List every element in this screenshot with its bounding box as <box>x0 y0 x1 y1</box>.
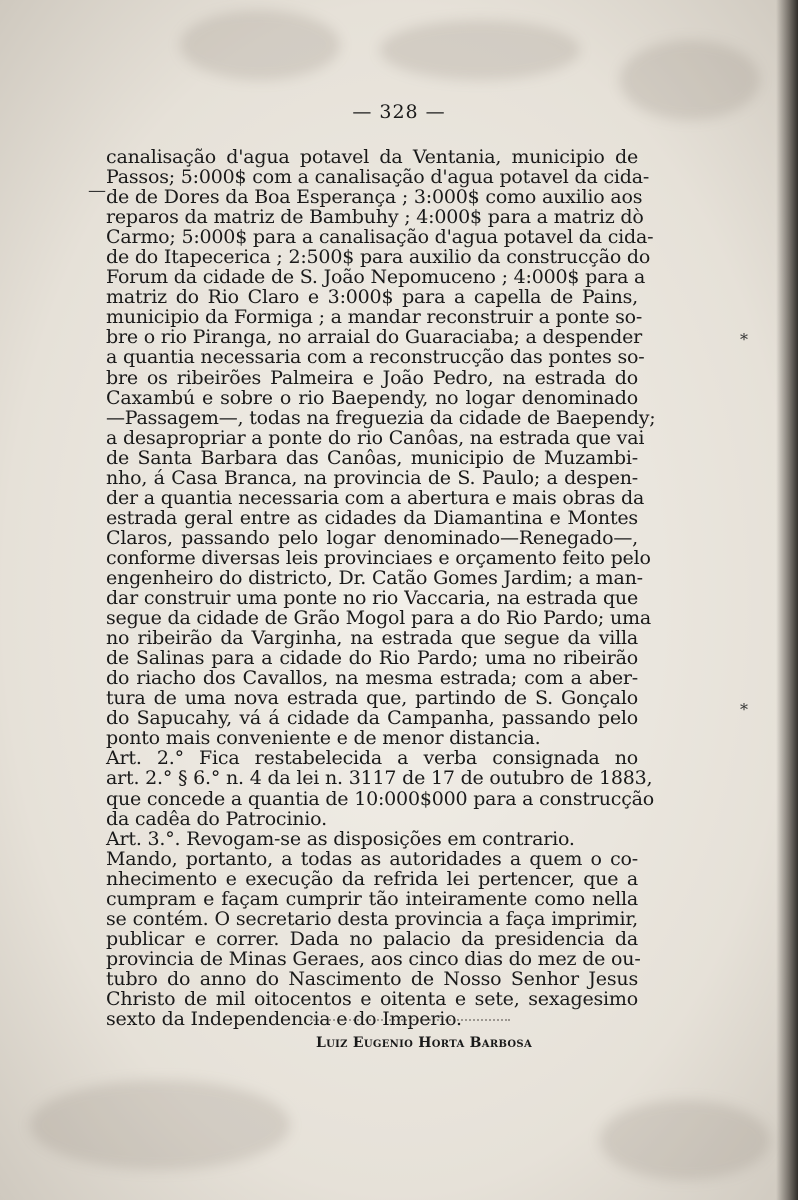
margin-asterisk: * <box>740 330 748 349</box>
text-line: Passos; 5:000$ com a canalisação d'agua potavel da cida- <box>106 166 650 189</box>
text-line: ponto mais conveniente e de menor distancia. <box>106 727 541 750</box>
paper-stain <box>380 20 580 80</box>
page-edge-shadow <box>776 0 798 1200</box>
text-line: provincia de Minas Geraes, aos cinco dias do mez de ou- <box>106 947 641 970</box>
margin-asterisk: * <box>740 700 748 719</box>
text-line: segue da cidade de Grão Mogol para a do Rio Pardo; uma <box>106 607 651 630</box>
text-line: de do Itapecerica ; 2:500$ para auxilio da construcção do <box>106 246 651 269</box>
text-line: bre os ribeirões Palmeira e João Pedro, na estrada do <box>106 366 638 389</box>
text-line: publicar e correr. Dada no palacio da presidencia da <box>106 927 638 950</box>
text-line: tura de uma nova estrada que, partindo de S. Gonçalo <box>106 687 638 710</box>
text-line: estrada geral entre as cidades da Diamantina e Montes <box>106 506 638 529</box>
text-line: bre o rio Piranga, no arraial do Guaraciaba; a despender <box>106 326 643 349</box>
text-line: Art. 3.°. Revogam-se as disposições em contrario. <box>106 827 575 850</box>
text-line: Claros, passando pelo logar denominado—Renegado—, <box>106 526 638 549</box>
text-line: Christo de mil oitocentos e oitenta e sete, sexagesimo <box>106 987 638 1010</box>
text-line: nhecimento e execução da refrida lei pertencer, que a <box>106 867 638 890</box>
paper-stain <box>600 1100 770 1180</box>
text-line: engenheiro do districto, Dr. Catão Gomes Jardim; a man- <box>106 566 643 589</box>
text-line: municipio da Formiga ; a mandar reconstruir a ponte so- <box>106 306 643 329</box>
text-line: do riacho dos Cavallos, na mesma estrada; com a aber- <box>106 667 638 690</box>
text-line: a quantia necessaria com a reconstrucção das pontes so- <box>106 346 645 369</box>
text-line: Mando, portanto, a todas as autoridades a quem o co- <box>106 847 638 870</box>
text-line: dar construir uma ponte no rio Vaccaria, na estrada que <box>106 587 638 610</box>
text-line: art. 2.° § 6.° n. 4 da lei n. 3117 de 17 de outubro de 1883, <box>106 767 653 790</box>
text-line: do Sapucahy, vá á cidade da Campanha, passando pelo <box>106 707 638 730</box>
text-line: Carmo; 5:000$ para a canalisação d'agua potavel da cida- <box>106 226 654 249</box>
text-line: matriz do Rio Claro e 3:000$ para a capella de Pains, <box>106 286 638 309</box>
text-line: Caxambú e sobre o rio Baependy, no logar denominado <box>106 386 638 409</box>
text-line: a desapropriar a ponte do rio Canôas, na estrada que vai <box>106 426 645 449</box>
text-line: Forum da cidade de S. João Nepomuceno ; 4:000$ para a <box>106 266 646 289</box>
text-line: no ribeirão da Varginha, na estrada que segue da villa <box>106 627 638 650</box>
text-line: se contém. O secretario desta provincia a faça imprimir, <box>106 907 638 930</box>
text-line: de Salinas para a cidade do Rio Pardo; uma no ribeirão <box>106 647 638 670</box>
faint-stamp-marks <box>310 1019 510 1033</box>
text-line: sexto da Independencia e do Imperio. <box>106 1008 462 1031</box>
paper-stain <box>180 10 340 80</box>
text-line: canalisação d'agua potavel da Ventania, municipio de <box>106 146 638 168</box>
signature: Luiz Eugenio Horta Barbosa <box>316 1035 533 1051</box>
paper-stain <box>30 1080 290 1170</box>
text-line: Art. 2.° Fica restabelecida a verba consignada no <box>106 747 638 770</box>
text-line: de Santa Barbara das Canôas, municipio de Muzambi- <box>106 446 638 469</box>
body-text <box>106 146 656 1031</box>
text-line: reparos da matriz de Bambuhy ; 4:000$ para a matriz dò <box>106 206 644 229</box>
text-line: cumpram e façam cumprir tão inteiramente como nella <box>106 887 638 910</box>
text-line: tubro do anno do Nascimento de Nosso Senhor Jesus <box>106 967 638 990</box>
text-line: nho, á Casa Branca, na provincia de S. Paulo; a despen- <box>106 466 638 489</box>
text-line: conforme diversas leis provinciaes e orçamento feito pelo <box>106 546 651 569</box>
text-line: der a quantia necessaria com a abertura e mais obras da <box>106 486 645 509</box>
text-line: —Passagem—, todas na freguezia da cidade de Baependy; <box>106 406 656 429</box>
page-number: — 328 — <box>352 101 446 123</box>
margin-dash: — <box>88 180 106 201</box>
text-line: de de Dores da Boa Esperança ; 3:000$ como auxilio aos <box>106 186 643 209</box>
text-line: que concede a quantia de 10:000$000 para a construcção <box>106 787 655 810</box>
text-line: da cadêa do Patrocinio. <box>106 807 327 830</box>
